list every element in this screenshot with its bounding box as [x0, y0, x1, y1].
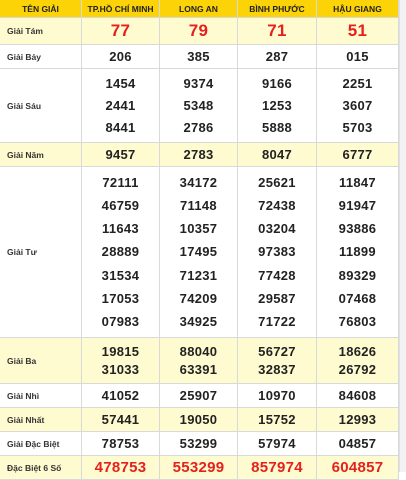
prize-label-giai-dac-biet: Giải Đặc Biệt [0, 432, 82, 456]
result-cell [160, 143, 238, 167]
result-number: 89329 [338, 267, 377, 283]
result-number: 46759 [101, 198, 140, 214]
result-number: 31033 [101, 362, 140, 378]
prize-label-giai-ba: Giải Ba [0, 338, 82, 384]
result-cell [317, 408, 399, 432]
result-cell [160, 45, 238, 69]
result-number: 03204 [258, 221, 296, 237]
result-number: 07983 [101, 313, 140, 329]
result-cell [317, 69, 399, 143]
result-number: 77428 [258, 267, 296, 283]
result-number: 53299 [179, 436, 218, 451]
result-number: 9166 [261, 76, 293, 92]
prize-label-giai-nam: Giải Năm [0, 143, 82, 167]
result-number: 9374 [183, 76, 214, 92]
result-number: 857974 [251, 459, 303, 476]
result-number: 1253 [261, 97, 293, 113]
result-cell [238, 167, 317, 338]
result-cell [160, 18, 238, 45]
result-number: 3607 [342, 97, 373, 113]
result-number: 74209 [179, 290, 218, 306]
result-number: 5888 [261, 119, 293, 135]
result-cell [238, 384, 317, 408]
result-number: 19815 [101, 343, 140, 359]
prize-label-giai-bay: Giải Bảy [0, 45, 82, 69]
result-number: 28889 [101, 244, 140, 260]
result-number: 56727 [258, 343, 296, 359]
result-cell [238, 18, 317, 45]
result-cell [82, 408, 160, 432]
result-number: 26792 [338, 362, 377, 378]
result-cell [317, 384, 399, 408]
header-prize-name: TÊN GIẢI [0, 0, 82, 18]
prize-label-dac-biet-6-so: Đặc Biệt 6 Số [0, 456, 82, 480]
result-number: 8441 [105, 119, 136, 135]
result-cell [160, 338, 238, 384]
result-number: 63391 [179, 362, 218, 378]
prize-label-giai-nhi: Giải Nhì [0, 384, 82, 408]
result-number: 71231 [179, 267, 218, 283]
result-cell [317, 338, 399, 384]
result-cell [82, 432, 160, 456]
result-number: 2441 [105, 97, 136, 113]
result-number: 1454 [105, 76, 136, 92]
result-cell [238, 432, 317, 456]
result-cell [238, 45, 317, 69]
result-number: 93886 [338, 221, 377, 237]
result-number: 76803 [338, 313, 377, 329]
result-cell [317, 456, 399, 480]
result-number: 553299 [172, 459, 225, 476]
result-cell [160, 408, 238, 432]
result-number: 11899 [339, 244, 376, 260]
result-number: 17053 [101, 290, 140, 306]
result-number: 11847 [339, 175, 376, 191]
result-number: 31534 [101, 267, 140, 283]
result-number: 206 [109, 49, 132, 64]
header-province-hcm: TP.HỒ CHÍ MINH [82, 0, 160, 18]
result-number: 18626 [338, 343, 377, 359]
result-number: 015 [346, 49, 369, 64]
result-number: 97383 [258, 244, 296, 260]
result-cell [82, 384, 160, 408]
result-number: 19050 [179, 412, 218, 427]
result-cell [82, 338, 160, 384]
header-province-hau-giang: HẬU GIANG [317, 0, 399, 18]
result-number: 2783 [183, 147, 214, 162]
result-number: 29587 [258, 290, 296, 306]
result-cell [160, 432, 238, 456]
result-number: 72438 [258, 198, 296, 214]
result-cell [317, 45, 399, 69]
result-cell [82, 167, 160, 338]
result-number: 32837 [258, 362, 296, 378]
result-number: 604857 [331, 459, 384, 476]
result-number: 478753 [94, 459, 147, 476]
result-number: 8047 [261, 147, 293, 162]
result-number: 10970 [258, 388, 296, 403]
result-cell [82, 69, 160, 143]
result-number: 84608 [338, 388, 377, 403]
result-number: 78753 [101, 436, 140, 451]
result-number: 57974 [258, 436, 296, 451]
result-cell [238, 69, 317, 143]
page-edge-scroll-gutter [399, 0, 406, 472]
result-number: 25907 [179, 388, 218, 403]
result-cell [160, 456, 238, 480]
prize-label-giai-sau: Giải Sáu [0, 69, 82, 143]
result-number: 04857 [338, 436, 377, 451]
result-number: 9457 [105, 147, 136, 162]
result-number: 5703 [342, 119, 373, 135]
result-cell [160, 384, 238, 408]
prize-label-giai-tam: Giải Tám [0, 18, 82, 45]
result-cell [238, 143, 317, 167]
result-number: 34925 [179, 313, 218, 329]
result-number: 17495 [179, 244, 218, 260]
result-cell [82, 45, 160, 69]
result-number: 5348 [183, 97, 214, 113]
header-province-binh-phuoc: BÌNH PHƯỚC [238, 0, 317, 18]
result-number: 51 [347, 21, 368, 40]
header-province-long-an: LONG AN [160, 0, 238, 18]
result-number: 6777 [342, 147, 373, 162]
result-number: 07468 [338, 290, 377, 306]
result-number: 12993 [338, 412, 377, 427]
result-number: 11643 [102, 221, 139, 237]
result-number: 71148 [180, 198, 217, 214]
result-cell [317, 143, 399, 167]
result-number: 2251 [342, 76, 373, 92]
result-number: 2786 [183, 119, 214, 135]
result-number: 91947 [338, 198, 377, 214]
result-number: 41052 [101, 388, 140, 403]
result-number: 57441 [101, 412, 140, 427]
result-cell [238, 408, 317, 432]
result-number: 79 [188, 21, 209, 40]
result-number: 88040 [179, 343, 218, 359]
result-number: 34172 [179, 175, 218, 191]
result-number: 385 [187, 49, 210, 64]
result-cell [82, 456, 160, 480]
result-cell [160, 167, 238, 338]
result-number: 77 [110, 21, 131, 40]
result-cell [238, 338, 317, 384]
result-number: 10357 [179, 221, 218, 237]
result-cell [317, 432, 399, 456]
result-cell [82, 18, 160, 45]
result-number: 287 [265, 49, 289, 64]
result-cell [160, 69, 238, 143]
result-number: 15752 [258, 412, 296, 427]
result-number: 72111 [102, 175, 139, 191]
result-cell [82, 143, 160, 167]
result-number: 71722 [258, 313, 296, 329]
result-number: 25621 [258, 175, 296, 191]
result-cell [317, 18, 399, 45]
result-cell [317, 167, 399, 338]
prize-label-giai-tu: Giải Tư [0, 167, 82, 338]
result-number: 71 [267, 21, 287, 40]
result-cell [238, 456, 317, 480]
prize-label-giai-nhat: Giải Nhất [0, 408, 82, 432]
